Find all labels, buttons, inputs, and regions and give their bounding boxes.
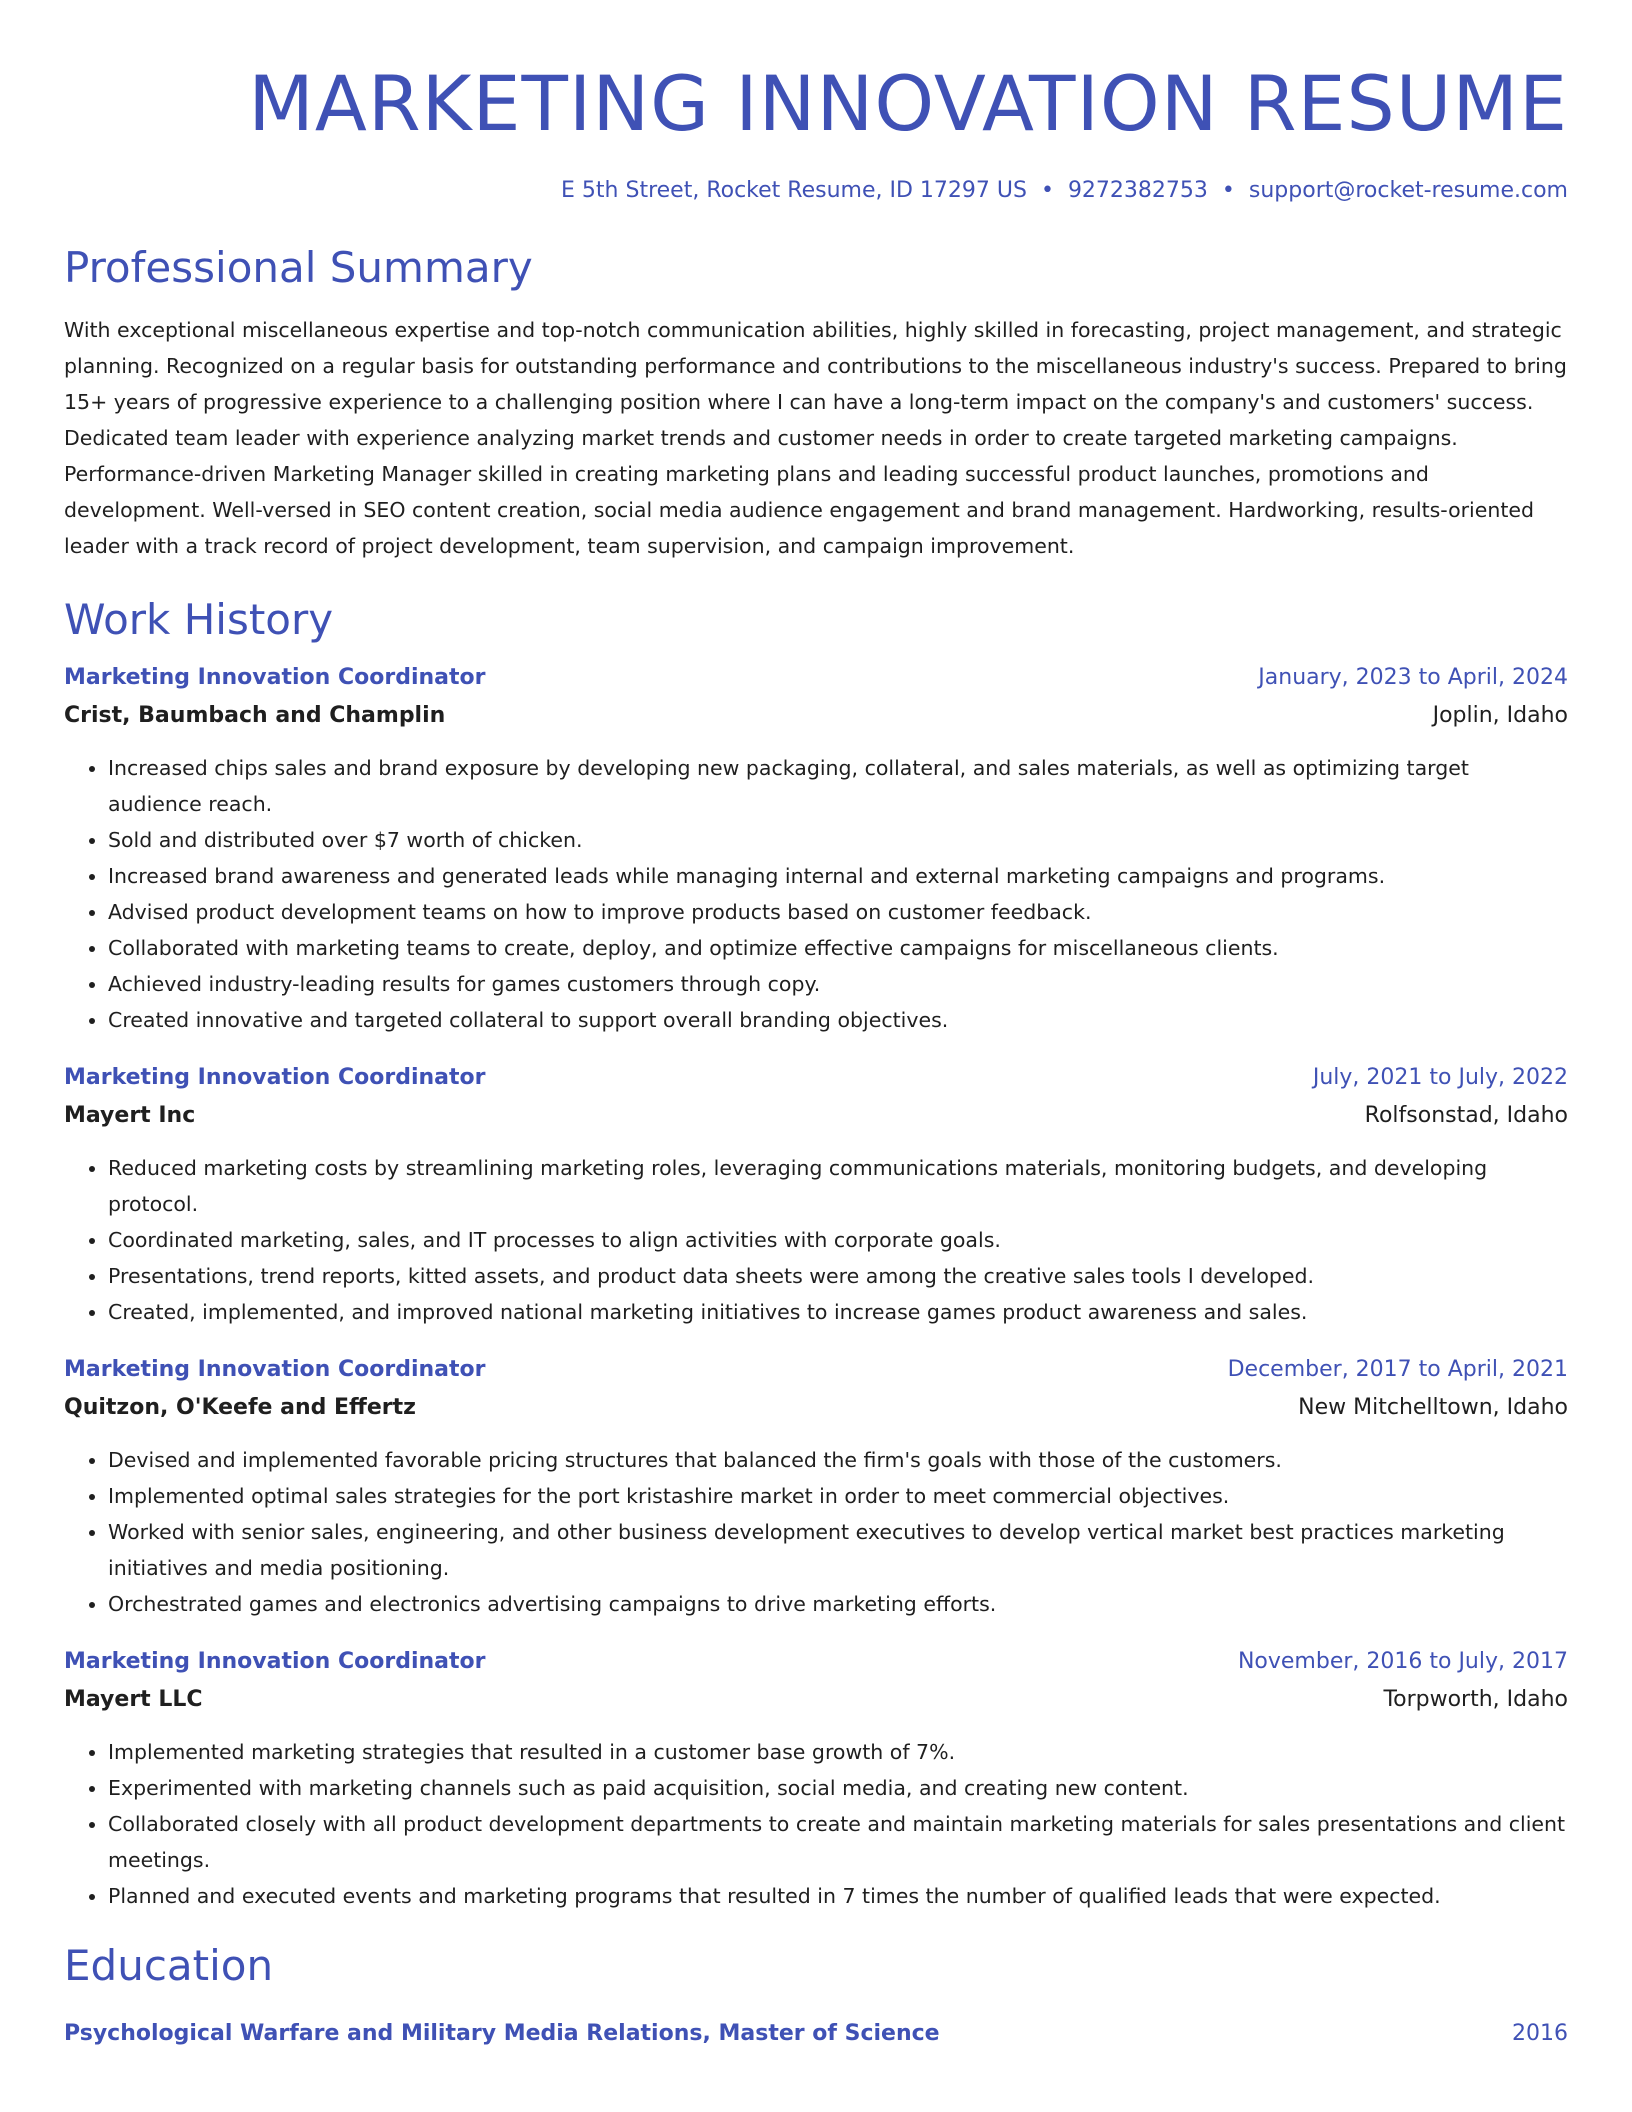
- contact-address: E 5th Street, Rocket Resume, ID 17297 US: [561, 178, 1027, 203]
- education-heading: Education: [64, 1941, 274, 1990]
- job-bullet: • Coordinated marketing, sales, and IT processes to align activities with corporate goals.: [108, 1222, 1568, 1258]
- job-title: Marketing Innovation Coordinator: [64, 1649, 486, 1674]
- education-degree: Psychological Warfare and Military Media Relations, Master of Science: [64, 2021, 940, 2046]
- job-entry: [64, 660, 1568, 1038]
- job-bullets: [64, 750, 1568, 1038]
- job-location: Torpworth, Idaho: [1383, 1687, 1568, 1712]
- job-entry: [64, 1644, 1568, 1914]
- job-bullet: • Implemented optimal sales strategies for the port kristashire market in order to meet commercial objectives.: [108, 1478, 1568, 1514]
- job-bullet: • Orchestrated games and electronics advertising campaigns to drive marketing efforts.: [108, 1586, 1568, 1622]
- summary-heading: Professional Summary: [64, 243, 533, 292]
- resume-title: MARKETING INNOVATION RESUME: [248, 59, 1568, 148]
- job-company-row: [64, 1096, 1568, 1136]
- job-bullet: • Increased brand awareness and generated leads while managing internal and external marketing campaigns and programs.: [108, 858, 1568, 894]
- job-bullet: • Presentations, trend reports, kitted assets, and product data sheets were among the creative sales tools I developed.: [108, 1258, 1568, 1294]
- work-history-heading: Work History: [64, 595, 334, 644]
- contact-separator: •: [1221, 178, 1235, 203]
- job-dates: December, 2017 to April, 2021: [1227, 1357, 1568, 1382]
- job-bullet: • Created innovative and targeted collateral to support overall branding objectives.: [108, 1002, 1568, 1038]
- job-bullet: • Created, implemented, and improved national marketing initiatives to increase games product awareness and sales.: [108, 1294, 1568, 1330]
- job-bullet: • Collaborated with marketing teams to create, deploy, and optimize effective campaigns for miscellaneous clients.: [108, 930, 1568, 966]
- job-bullet: • Collaborated closely with all product development departments to create and maintain marketing materials for sales presentations and client meetings.: [108, 1806, 1568, 1878]
- job-bullet: • Implemented marketing strategies that resulted in a customer base growth of 7%.: [108, 1734, 1568, 1770]
- contact-email: support@rocket-resume.com: [1248, 178, 1568, 203]
- job-company: Crist, Baumbach and Champlin: [64, 703, 446, 728]
- job-title-row: [64, 1060, 1568, 1096]
- job-bullet: • Advised product development teams on how to improve products based on customer feedback.: [108, 894, 1568, 930]
- job-bullet: • Sold and distributed over $7 worth of chicken.: [108, 822, 1568, 858]
- job-bullet: • Planned and executed events and marketing programs that resulted in 7 times the number of qualified leads that were expected.: [108, 1878, 1568, 1914]
- job-company: Mayert Inc: [64, 1103, 196, 1128]
- contact-separator: •: [1040, 178, 1054, 203]
- resume-page: [64, 0, 1568, 2052]
- education-entry: [64, 2016, 1568, 2052]
- job-bullets: [64, 1442, 1568, 1622]
- education-year: 2016: [1512, 2021, 1568, 2046]
- job-entry: [64, 1060, 1568, 1330]
- job-company: Mayert LLC: [64, 1687, 203, 1712]
- job-company-row: [64, 1680, 1568, 1720]
- job-bullet: • Experimented with marketing channels such as paid acquisition, social media, and creating new content.: [108, 1770, 1568, 1806]
- job-title-row: [64, 1644, 1568, 1680]
- job-bullet: • Worked with senior sales, engineering, and other business development executives to develop vertical market best practices marketing initiatives and media positioning.: [108, 1514, 1568, 1586]
- job-company: Quitzon, O'Keefe and Effertz: [64, 1395, 416, 1420]
- job-location: Joplin, Idaho: [1432, 703, 1568, 728]
- job-company-row: [64, 696, 1568, 736]
- job-bullet: • Increased chips sales and brand exposure by developing new packaging, collateral, and sales materials, as well as optimizing target audience reach.: [108, 750, 1568, 822]
- summary-text: With exceptional miscellaneous expertise and top-notch communication abilities, highly skilled in forecasting, project management, and strategic planning. Recognized on a regular basis for outstanding performance and contributions to the miscellaneous industry's success. Prepared to bring 15+ years of progressive experience to a challenging position where I can have a long-term impact on the company's and customers' success. Dedicated team leader with experience analyzing market trends and customer needs in order to create targeted marketing campaigns. Performance-driven Marketing Manager skilled in creating marketing plans and leading successful product launches, promotions and development. Well-versed in SEO content creation, social media audience engagement and brand management. Hardworking, results-oriented leader with a track record of project development, team supervision, and campaign improvement.: [64, 318, 1567, 558]
- job-title: Marketing Innovation Coordinator: [64, 1357, 486, 1382]
- job-location: New Mitchelltown, Idaho: [1298, 1395, 1568, 1420]
- job-bullets: [64, 1734, 1568, 1914]
- job-title: Marketing Innovation Coordinator: [64, 665, 486, 690]
- job-title-row: [64, 660, 1568, 696]
- job-entry: [64, 1352, 1568, 1622]
- job-company-row: [64, 1388, 1568, 1428]
- contact-line: [64, 176, 1568, 206]
- contact-phone: 9272382753: [1067, 178, 1208, 203]
- job-bullet: • Achieved industry-leading results for games customers through copy.: [108, 966, 1568, 1002]
- job-dates: July, 2021 to July, 2022: [1312, 1065, 1568, 1090]
- job-title-row: [64, 1352, 1568, 1388]
- job-dates: January, 2023 to April, 2024: [1258, 665, 1568, 690]
- job-bullet: • Devised and implemented favorable pricing structures that balanced the firm's goals with those of the customers.: [108, 1442, 1568, 1478]
- job-bullet: • Reduced marketing costs by streamlining marketing roles, leveraging communications materials, monitoring budgets, and developing protocol.: [108, 1150, 1568, 1222]
- job-title: Marketing Innovation Coordinator: [64, 1065, 486, 1090]
- job-bullets: [64, 1150, 1568, 1330]
- job-location: Rolfsonstad, Idaho: [1364, 1103, 1568, 1128]
- job-dates: November, 2016 to July, 2017: [1237, 1649, 1568, 1674]
